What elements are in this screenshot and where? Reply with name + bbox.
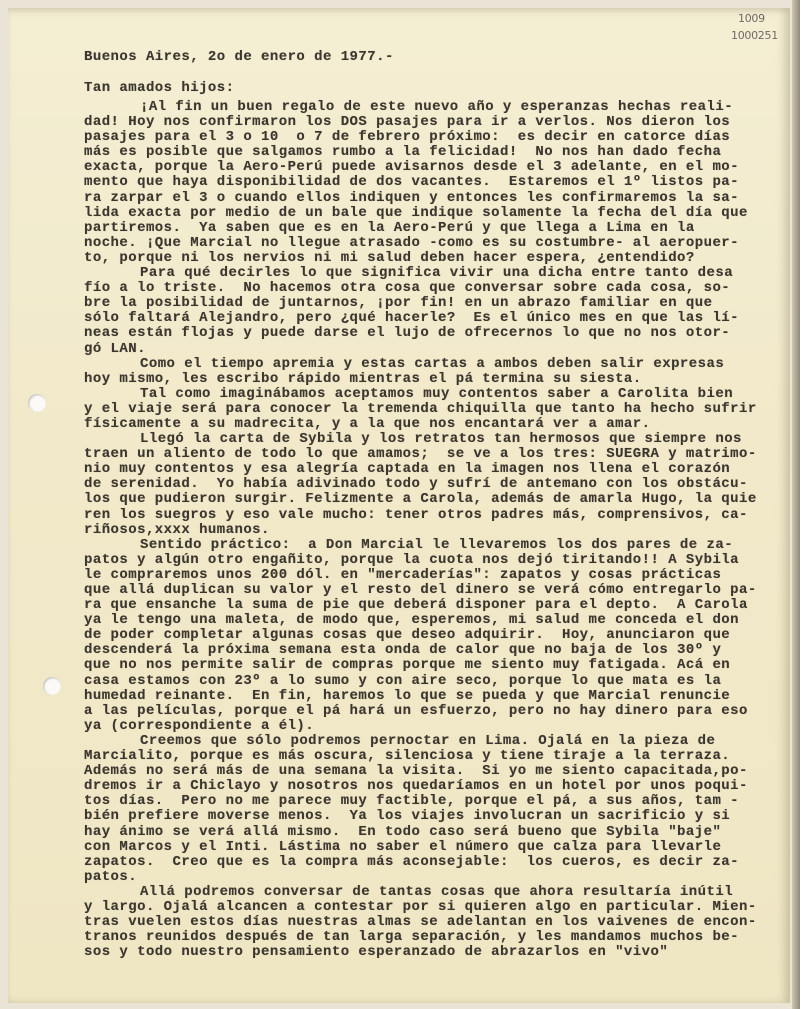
archive-id: 1000251 <box>731 29 778 42</box>
text-line: más es posible que salgamos rumbo a la felicidad! No nos han dado fecha <box>84 144 722 161</box>
text-line: humedad reinante. En fin, haremos lo que se pueda y que Marcial renuncie <box>84 687 731 704</box>
text-line: ra que ensanche la suma de pie que deberá disponer para el depto. A Carola <box>84 597 748 614</box>
text-line: pasajes para el 3 o 10 o 7 de febrero próximo: es decir en catorce días <box>84 129 731 146</box>
punch-hole <box>28 394 46 412</box>
text-line: zapatos. Creo que es la compra más aconsejable: los cueros, es decir za- <box>84 853 740 870</box>
text-line: partiremos. Ya saben que es en la Aero-Perú y que llega a Lima en la <box>84 219 695 236</box>
text-line: Para qué decirles lo que significa vivir una dicha entre tanto desa <box>140 265 734 282</box>
text-line: los que pudieron surgir. Felizmente a Carola, además de amarla Hugo, la quie <box>84 491 757 508</box>
text-line: patos. <box>84 868 138 885</box>
paragraph <box>84 387 784 432</box>
text-line: gó LAN. <box>84 340 146 357</box>
text-line: bién prefiere moverse menos. Ya los viajes involucran un sacrificio y si <box>84 808 731 825</box>
text-line: de serenidad. Yo había adivinado todo y sufrí de antemano con los obstácu- <box>84 476 748 493</box>
text-line: traen un aliento de todo lo que amamos; se ve a los tres: SUEGRA y matrimo- <box>84 446 757 463</box>
text-line: de poder completar algunas cosas que deseo adquirir. Hoy, anunciaron que <box>84 627 731 644</box>
text-line: ¡Al fin un buen regalo de este nuevo año y esperanzas hechas reali- <box>140 99 734 115</box>
text-line: Creemos que sólo podremos pernoctar en Lima. Ojalá en la pieza de <box>140 732 716 749</box>
text-line: ya (correspondiente a él). <box>84 717 315 734</box>
salutation: Tan amados hijos: <box>84 80 235 96</box>
text-line: descenderá la próxima semana esta onda de calor que no baja de los 30º y <box>84 642 722 659</box>
text-line: casa estamos con 23º a lo sumo y con aire seco, porque lo que mata es la <box>84 672 722 689</box>
text-line: bre la posibilidad de juntarnos, ¡por fin! en un abrazo familiar en que <box>84 295 713 312</box>
text-line: físicamente a su madrecita, y a la que nos encantará ver a amar. <box>84 415 651 432</box>
text-line: Como el tiempo apremia y estas cartas a ambos deben salir expresas <box>140 355 725 372</box>
text-line: le compraremos unos 200 dól. en "mercaderías": zapatos y cosas prácticas <box>84 566 722 583</box>
paragraph <box>84 266 784 357</box>
text-line: ra zarpar el 3 o cuando ellos indiquen y entonces les confirmaremos la sa- <box>84 189 740 206</box>
text-line: con Marcos y el Inti. Lástima no saber el número que calza para llevarle <box>84 838 722 855</box>
text-line: patos y algún otro engañito, porque la cuota nos dejó tiritando!! A Sybila <box>84 551 740 568</box>
date-line: Buenos Aires, 2o de enero de 1977.- <box>84 49 394 65</box>
text-line: neas están flojas y puede darse el lujo de ofrecernos lo que no nos otor- <box>84 325 731 342</box>
paragraph <box>84 885 784 960</box>
text-line: Además no será más de una semana la visita. Si yo me siento capacitada,po- <box>84 763 748 780</box>
text-line: que no nos permite salir de compras porque me siento muy fatigada. Acá en <box>84 657 731 674</box>
text-line: tranos reunidos después de tan larga separación, y les mandamos muchos be- <box>84 929 740 946</box>
text-line: que allá duplican su valor y el resto del dinero se verá cómo entregarlo pa- <box>84 582 757 598</box>
text-line: nio muy contentos y esa alegría captada en la imagen nos llena el corazón <box>84 461 731 478</box>
text-line: mento que haya disponibilidad de dos vacantes. Estaremos el 1º listos pa- <box>84 174 740 191</box>
text-line: Allá podremos conversar de tantas cosas que ahora resultaría inútil <box>140 883 734 900</box>
paragraph <box>84 432 784 538</box>
paragraph <box>84 357 784 387</box>
text-line: noche. ¡Que Marcial no llegue atrasado -como es su costumbre- al aeropuer- <box>84 234 740 251</box>
text-line: dad! Hoy nos confirmaron los DOS pasajes para ir a verlos. Nos dieron los <box>84 114 731 131</box>
text-line: lida exacta por medio de un bale que indique solamente la fecha del día que <box>84 204 748 221</box>
text-line: tos días. Pero no me parece muy factible, porque el pá, a sus años, tam - <box>84 793 740 810</box>
text-line: ya le tengo una maleta, de modo que, esperemos, mi salud me conceda el don <box>84 612 740 629</box>
paragraph <box>84 538 784 734</box>
text-line: exacta, porque la Aero-Perú puede avisarnos desde el 3 adelante, en el mo- <box>84 159 740 176</box>
paragraph <box>84 734 784 885</box>
text-line: riñosos,xxxx humanos. <box>84 521 270 538</box>
page-edge <box>792 0 800 1009</box>
text-line: dremos ir a Chiclayo y nosotros nos quedaríamos en un hotel por unos poqui- <box>84 778 748 795</box>
punch-hole <box>43 677 61 695</box>
text-line: Tal como imaginábamos aceptamos muy contentos saber a Carolita bien <box>140 385 734 402</box>
text-line: Llegó la carta de Sybila y los retratos tan hermosos que siempre nos <box>140 431 742 448</box>
text-line: y el viaje será para conocer la tremenda chiquilla que tanto ha hecho sufrir <box>84 400 757 417</box>
text-line: Marcialito, porque es más oscura, silenciosa y tiene tiraje a la terraza. <box>84 748 731 765</box>
archive-number: 1009 <box>738 12 765 25</box>
text-line: hoy mismo, les escribo rápido mientras el pá termina su siesta. <box>84 370 642 387</box>
text-line: y largo. Ojalá alcancen a contestar por si quieren algo en particular. Mien- <box>84 898 757 915</box>
text-line: to, porque ni los nervios ni mi salud deben hacer espera, ¿entendido? <box>84 249 695 266</box>
text-line: sos y todo nuestro pensamiento esperanzado de abrazarlos en "vivo" <box>84 944 669 961</box>
text-line: fío a lo triste. No hacemos otra cosa que conversar sobre cada cosa, so- <box>84 280 731 297</box>
paragraph <box>84 100 784 266</box>
text-line: a las películas, porque el pá hará un esfuerzo, pero no hay dinero para eso <box>84 702 748 719</box>
text-line: ren los suegros y eso vale mucho: tener otros padres más, comprensivos, ca- <box>84 506 748 523</box>
text-line: tras vuelen estos días nuestras almas se adelantan en los vaivenes de encon- <box>84 914 757 931</box>
text-line: Sentido práctico: a Don Marcial le llevaremos los dos pares de za- <box>140 536 734 553</box>
letter-body <box>84 100 784 960</box>
text-line: hay ánimo se verá allá mismo. En todo caso será bueno que Sybila "baje" <box>84 823 722 840</box>
text-line: sólo faltará Alejandro, pero ¿qué hacerle? Es el único mes en que las lí- <box>84 310 740 327</box>
